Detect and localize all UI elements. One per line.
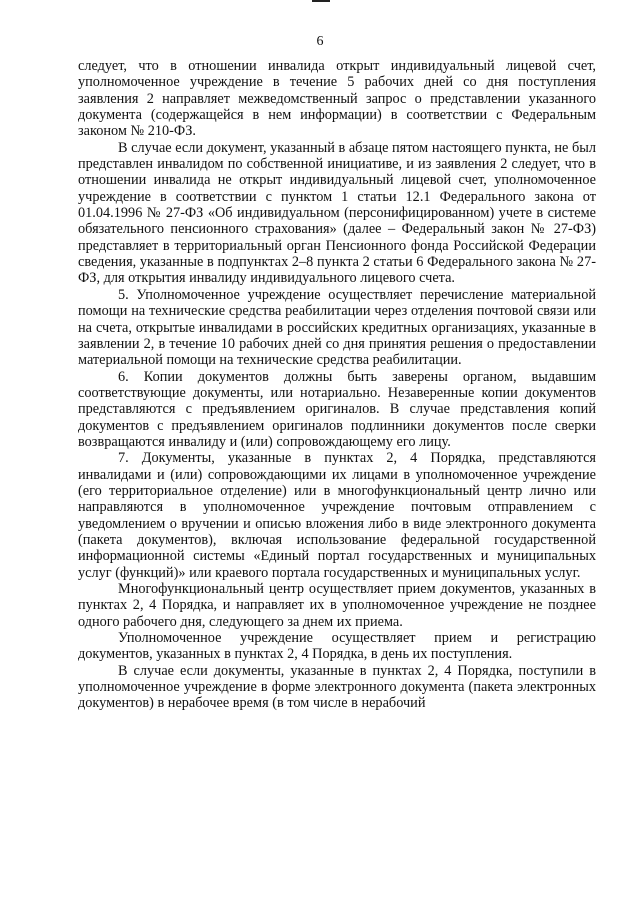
paragraph: Уполномоченное учреждение осуществляет прием и регистрацию документов, указанных в пунктах 2, 4 Порядка, в день их поступления.	[78, 630, 596, 663]
paragraph: В случае если документ, указанный в абзаце пятом настоящего пункта, не был представлен инвалидом по собственной инициативе, и из заявления 2 следует, что в отношении инвалида не открыт индивидуальный лицевой счет, уполномоченное учреждение в соответствии с пунктом 1 статьи 12.1 Федерального закона от 01.04.1996 № 27-ФЗ «Об индивидуальном (персонифицированном) учете в системе обязательного пенсионного страхования» (далее – Федеральный закон № 27-ФЗ) представляет в территориальный орган Пенсионного фонда Российской Федерации сведения, указанные в подпунктах 2–8 пункта 2 статьи 6 Федерального закона № 27-ФЗ, для открытия инвалиду индивидуального лицевого счета.	[78, 139, 596, 287]
paragraph-item-6: 6. Копии документов должны быть заверены органом, выдавшим соответствующие документы, или нотариально. Незаверенные копии документов представляются с предъявлением оригиналов. В случае представления копий документов с предъявлением оригиналов подлинники документов после сверки возвращаются инвалиду и (или) сопровождающему его лицу.	[78, 368, 596, 450]
paragraph-item-5: 5. Уполномоченное учреждение осуществляет перечисление материальной помощи на технические средства реабилитации через отделения почтовой связи или на счета, открытые инвалидами в российских кредитных организациях, указанные в заявлении 2, в течение 10 рабочих дней со дня принятия решения о предоставлении материальной помощи на технические средства реабилитации.	[78, 286, 596, 369]
paragraph-continuation: следует, что в отношении инвалида открыт индивидуальный лицевой счет, уполномоченное учреждение в течение 5 рабочих дней со дня поступления заявления 2 направляет межведомственный запрос о представлении указанного документа (содержащейся в нем информации) в соответствии с Федеральным законом № 210-ФЗ.	[78, 58, 596, 140]
document-body	[78, 58, 596, 712]
paragraph: В случае если документы, указанные в пунктах 2, 4 Порядка, поступили в уполномоченное учреждение в форме электронного документа (пакета электронных документов) в нерабочее время (в том числе в нерабочий	[78, 662, 596, 712]
paragraph: Многофункциональный центр осуществляет прием документов, указанных в пунктах 2, 4 Порядка, и направляет их в уполномоченное учреждение не позднее одного рабочего дня, следующего за днем их приема.	[78, 581, 596, 630]
paragraph-item-7: 7. Документы, указанные в пунктах 2, 4 Порядка, представляются инвалидами и (или) сопровождающими их лицами в уполномоченное учреждение (его территориальное отделение) или в многофункциональный центр лично или направляются в уполномоченное учреждение почтовым отправлением с уведомлением о вручении и описью вложения либо в виде электронного документа (пакета документов), включая использование федеральной государственной информационной системы «Единый портал государственных и муниципальных услуг (функций)» или краевого портала государственных и муниципальных услуг.	[78, 450, 596, 581]
scan-edge-mark	[312, 0, 330, 2]
page-number: 6	[316, 34, 324, 49]
